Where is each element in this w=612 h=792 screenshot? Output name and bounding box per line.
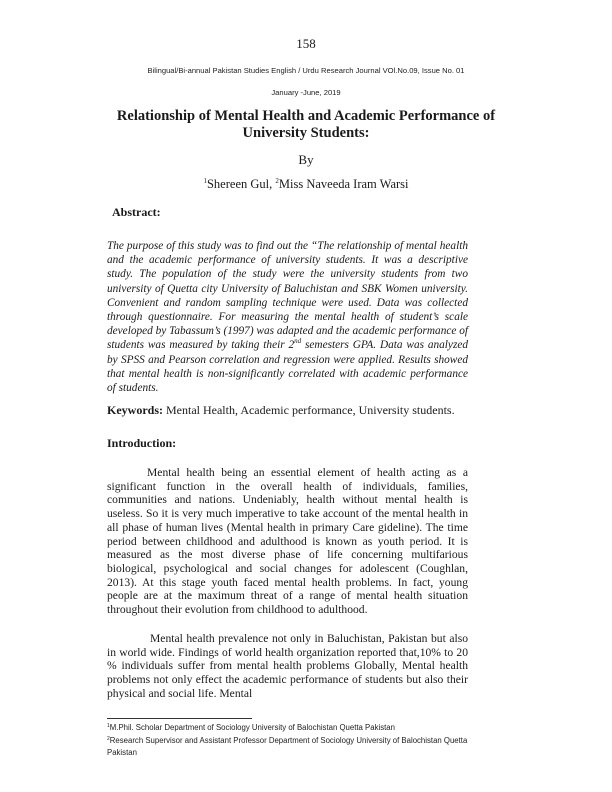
body-paragraph: Mental health prevalence not only in Baluchistan, Pakistan but also in world wide. Findings of world health organization reported that,10% to 20 % individuals suffer from mental health problems Globally, Mental health problems not only effect the academic performance of students but also their physical and social life. Mental xyxy=(107,632,468,700)
author-marker: 1 xyxy=(203,177,207,185)
author-name: Miss Naveeda Iram Warsi xyxy=(278,177,409,191)
author-list xyxy=(0,177,612,192)
abstract-heading: Abstract: xyxy=(112,205,161,219)
footnote xyxy=(107,722,487,735)
ordinal-suffix: nd xyxy=(294,337,302,346)
abstract-text-part: semesters GPA. Data was analyzed by SPSS and Pearson correlation and regression were applied. Results showed that mental health is non-significantly correlated with academic performance of students. xyxy=(107,339,468,395)
keywords-line xyxy=(107,403,507,418)
author-name: Shereen Gul, xyxy=(206,177,273,191)
footnotes xyxy=(107,722,487,760)
footnote-text: M.Phil. Scholar Department of Sociology University of Balochistan Quetta Pakistan xyxy=(109,723,395,732)
abstract-text xyxy=(107,239,468,395)
footnote-separator xyxy=(107,718,252,719)
footnote xyxy=(107,735,487,760)
abstract-text-part: The purpose of this study was to find out the “The relationship of mental health and the academic performance of university students. It was a descriptive study. The population of the study were the university students from two university of Quetta city University of Baluchistan and SBK Women university. Convenient and random sampling technique were used. Data was collected through questionnaire. For measuring the mental health of student’s scale developed by Tabassum’s (1997) was adapted and the academic performance of students was measured by taking their 2 xyxy=(107,240,468,352)
footnote-marker: 1 xyxy=(107,723,110,729)
issue-date: January -June, 2019 xyxy=(271,88,341,97)
by-label: By xyxy=(298,152,314,167)
author-marker: 2 xyxy=(275,177,279,185)
footnote-marker: 2 xyxy=(107,735,110,742)
journal-header: Bilingual/Bi-annual Pakistan Studies English / Urdu Research Journal VOl.No.09, Issue No. 01 xyxy=(147,66,465,75)
footnote-text: Research Supervisor and Assistant Professor Department of Sociology University of Balochistan Quetta Pakistan xyxy=(107,735,468,757)
keywords-label: Keywords: xyxy=(107,403,163,417)
page-number: 158 xyxy=(296,36,316,51)
keywords-value: Mental Health, Academic performance, University students. xyxy=(163,403,455,417)
body-paragraph: Mental health being an essential element of health acting as a significant function in the overall health of individuals, families, communities and nations. Undeniably, health without mental health is useless. So it is very much imperative to take account of the mental health in all phase of human lives (Mental health in primary Care gideline). The time period between childhood and adulthood is known as youth period. It is measured as the most diverse phase of life concerning multifarious biological, psychological and social changes for adolescent (Coughlan, 2013). At this stage youth faced mental health problems. In fact, young people are at the maximum threat of a range of mental health situation throughout their evolution from childhood to adulthood. xyxy=(107,466,468,617)
introduction-heading: Introduction: xyxy=(107,436,177,450)
article-title: Relationship of Mental Health and Academic Performance of University Students: xyxy=(116,108,496,141)
